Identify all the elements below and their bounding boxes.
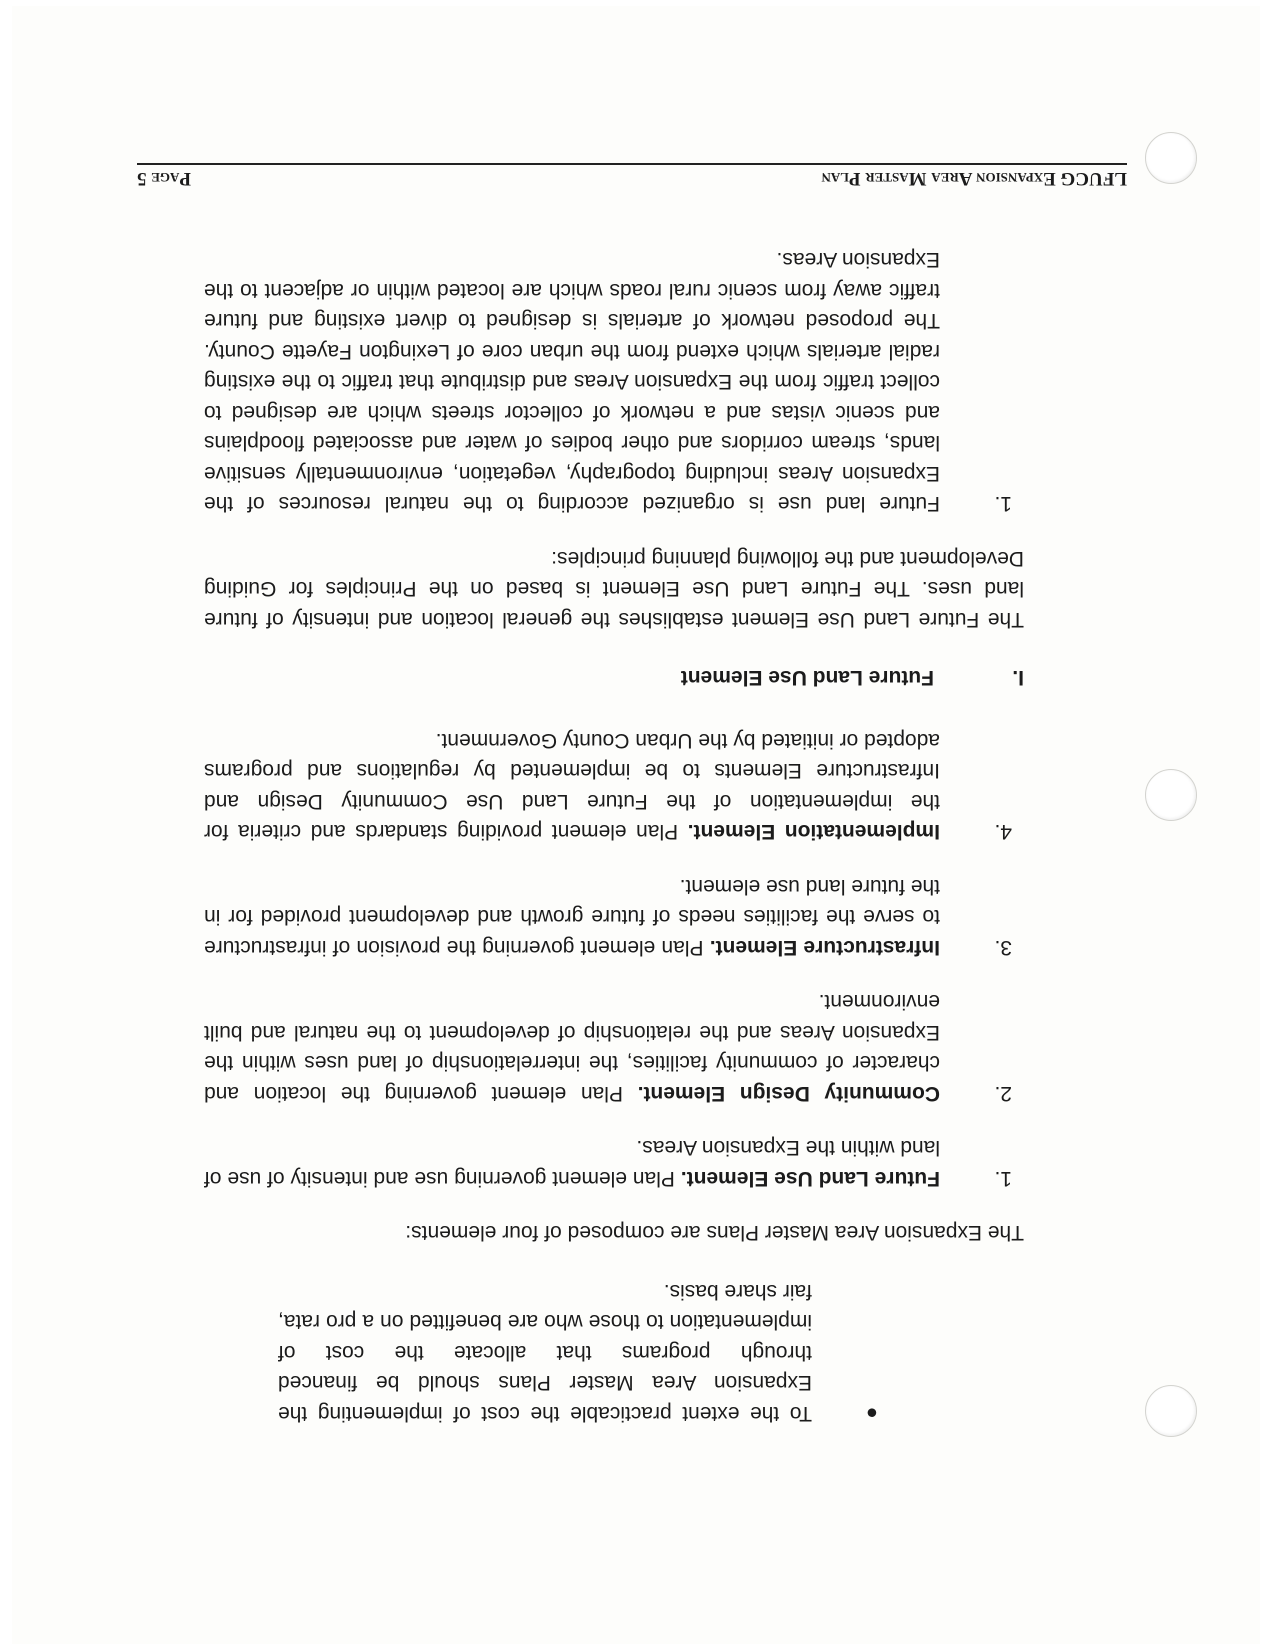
item-number: 2. — [994, 1082, 1012, 1105]
item-text — [204, 986, 940, 1108]
document-page — [12, 6, 1260, 1644]
section-title: Future Land Use Element — [680, 666, 934, 690]
item-number: 1. — [994, 492, 1012, 516]
item-description: Plan element governing the location and character of community facilities, the interrelationship of land uses within the Expansion Areas and the relationship of development to the natural and built environment. — [204, 990, 940, 1105]
elements-intro: The Expansion Area Master Plans are composed of four elements: — [405, 1221, 1024, 1245]
section-intro: The Future Land Use Element establishes the general location and intensity of future land uses. The Future Land Use Element is based on the Principles for Guiding Development and the following planning principles: — [204, 547, 1024, 631]
elements-list — [204, 725, 1024, 1194]
bullet-item — [278, 1276, 878, 1429]
list-item — [204, 244, 1012, 519]
page-header — [137, 163, 1127, 189]
bullet-text: To the extent practicable the cost of implementing the Expansion Area Master Plans should be financed through programs that allocate the cost of implementation to those who are benefitted on a pro rata, fair share basis. — [278, 1280, 812, 1425]
item-text — [204, 871, 940, 963]
page-number: Page 5 — [137, 168, 192, 189]
item-number: 1. — [994, 1167, 1012, 1190]
page-body — [204, 244, 1024, 1428]
item-text — [204, 725, 940, 847]
punch-hole — [1145, 1385, 1197, 1437]
item-number: 4. — [994, 820, 1012, 844]
item-title: Community Design Element. — [637, 1082, 940, 1105]
list-item — [204, 1132, 1012, 1193]
punch-hole — [1145, 132, 1197, 184]
punch-hole — [1145, 769, 1197, 821]
section-number: I. — [1012, 666, 1024, 690]
item-number: 3. — [994, 936, 1012, 959]
item-description: Plan element providing standards and criteria for the implementation of the Future Land Use Community Design and Infrastructure Elements to be implemented by regulations and programs adopted or initiated by the Urban County Government. — [204, 729, 940, 844]
item-title: Future Land Use Element. — [680, 1167, 940, 1190]
item-title: Implementation Element. — [687, 820, 940, 844]
section-heading — [204, 662, 1024, 693]
list-item — [204, 986, 1012, 1108]
list-item — [204, 725, 1012, 847]
header-title: LFUCG Expansion Area Master Plan — [821, 168, 1127, 189]
item-description: Plan element governing use and intensity of use of land within the Expansion Areas. — [203, 1136, 940, 1190]
item-text: Future land use is organized according to the natural resources of the Expansion Areas including topography, vegetation, environmentally sensitive lands, stream corridors and other bodies of water and associated floodplains and scenic vistas and a network of collector streets which are designed to collect traffic from the Expansion Areas and distribute that traffic to the existing radial arterials which extend from the urban core of Lexington Fayette County. The proposed network of arterials is designed to divert existing and future traffic away from scenic rural roads which are located within or adjacent to the Expansion Areas. — [204, 248, 940, 516]
item-text — [204, 1132, 940, 1193]
principles-list — [204, 244, 1024, 519]
list-item — [204, 871, 1012, 963]
item-title: Infrastructure Element. — [709, 936, 940, 959]
bullet-dot-icon: ● — [865, 1402, 878, 1424]
item-description: Plan element governing the provision of infrastructure to serve the facilities needs of future growth and development provided for in the future land use element. — [204, 875, 940, 959]
